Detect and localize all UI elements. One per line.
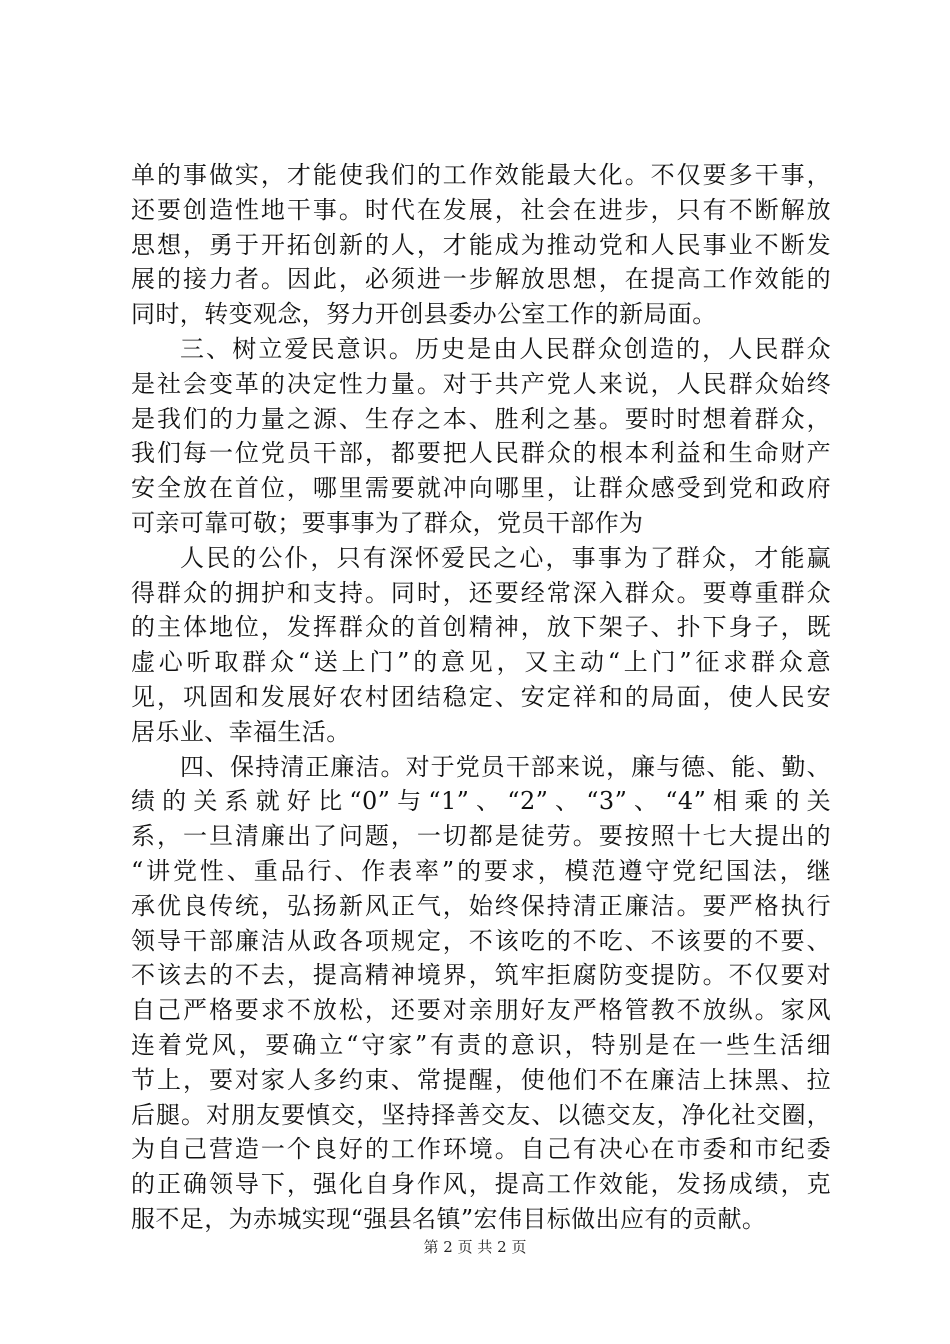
text-line: 后腿。对朋友要慎交，坚持择善交友、以德交友，净化社交圈，	[131, 1100, 831, 1129]
text-line: 承优良传统，弘扬新风正气，始终保持清正廉洁。要严格执行	[131, 891, 831, 920]
text-line: 服不足，为赤城实现“强县名镇”宏伟目标做出应有的贡献。	[131, 1204, 767, 1233]
text-line: 安全放在首位，哪里需要就冲向哪里，让群众感受到党和政府	[131, 474, 831, 503]
document-body	[131, 158, 831, 1237]
text-line: 系，一旦清廉出了问题，一切都是徒劳。要按照十七大提出的	[131, 822, 831, 851]
text-line: 见，巩固和发展好农村团结稳定、安定祥和的局面，使人民安	[131, 682, 831, 711]
text-line: 的主体地位，发挥群众的首创精神，放下架子、扑下身子，既	[131, 613, 831, 642]
text-line: 是我们的力量之源、生存之本、胜利之基。要时时想着群众，	[131, 404, 831, 433]
text-line: 节上，要对家人多约束、常提醒，使他们不在廉洁上抹黑、拉	[131, 1065, 831, 1094]
text-line: 领导干部廉洁从政各项规定，不该吃的不吃、不该要的不要、	[131, 926, 831, 955]
text-line: 为自己营造一个良好的工作环境。自己有决心在市委和市纪委	[131, 1135, 831, 1164]
text-line: “讲党性、重品行、作表率”的要求，模范遵守党纪国法，继	[131, 856, 831, 885]
text-line: 我们每一位党员干部，都要把人民群众的根本利益和生命财产	[131, 439, 831, 468]
text-line: 三、树立爱民意识。历史是由人民群众创造的，人民群众	[180, 334, 831, 363]
text-line: 虚心听取群众“送上门”的意见，又主动“上门”征求群众意	[131, 648, 831, 677]
text-line: 是社会变革的决定性力量。对于共产党人来说，人民群众始终	[131, 369, 831, 398]
page-footer: 第 2 页 共 2 页	[423, 1238, 527, 1256]
text-line: 自己严格要求不放松，还要对亲朋好友严格管教不放纵。家风	[131, 996, 831, 1025]
text-line: 可亲可靠可敬；要事事为了群众，党员干部作为	[131, 508, 644, 537]
text-line: 单的事做实，才能使我们的工作效能最大化。不仅要多干事，	[131, 161, 831, 189]
text-line: 人民的公仆，只有深怀爱民之心，事事为了群众，才能赢	[180, 543, 831, 572]
text-line: 的正确领导下，强化自身作风，提高工作效能，发扬成绩，克	[131, 1170, 831, 1199]
text-line: 四、保持清正廉洁。对于党员干部来说，廉与德、能、勤、	[180, 752, 831, 781]
text-line: 同时，转变观念，努力开创县委办公室工作的新局面。	[131, 300, 717, 329]
text-line: 还要创造性地干事。时代在发展，社会在进步，只有不断解放	[131, 195, 831, 224]
text-line: 展的接力者。因此，必须进一步解放思想，在提高工作效能的	[131, 265, 831, 294]
text-line: 思想，勇于开拓创新的人，才能成为推动党和人民事业不断发	[131, 230, 831, 259]
text-line: 得群众的拥护和支持。同时，还要经常深入群众。要尊重群众	[131, 578, 831, 607]
text-line: 不该去的不去，提高精神境界，筑牢拒腐防变提防。不仅要对	[131, 961, 831, 990]
text-line: 绩的关系就好比“0”与“1”、“2”、“3”、“4”相乘的关	[131, 787, 831, 816]
text-line: 居乐业、幸福生活。	[131, 717, 351, 746]
text-line: 连着党风，要确立“守家”有责的意识，特别是在一些生活细	[131, 1030, 831, 1059]
